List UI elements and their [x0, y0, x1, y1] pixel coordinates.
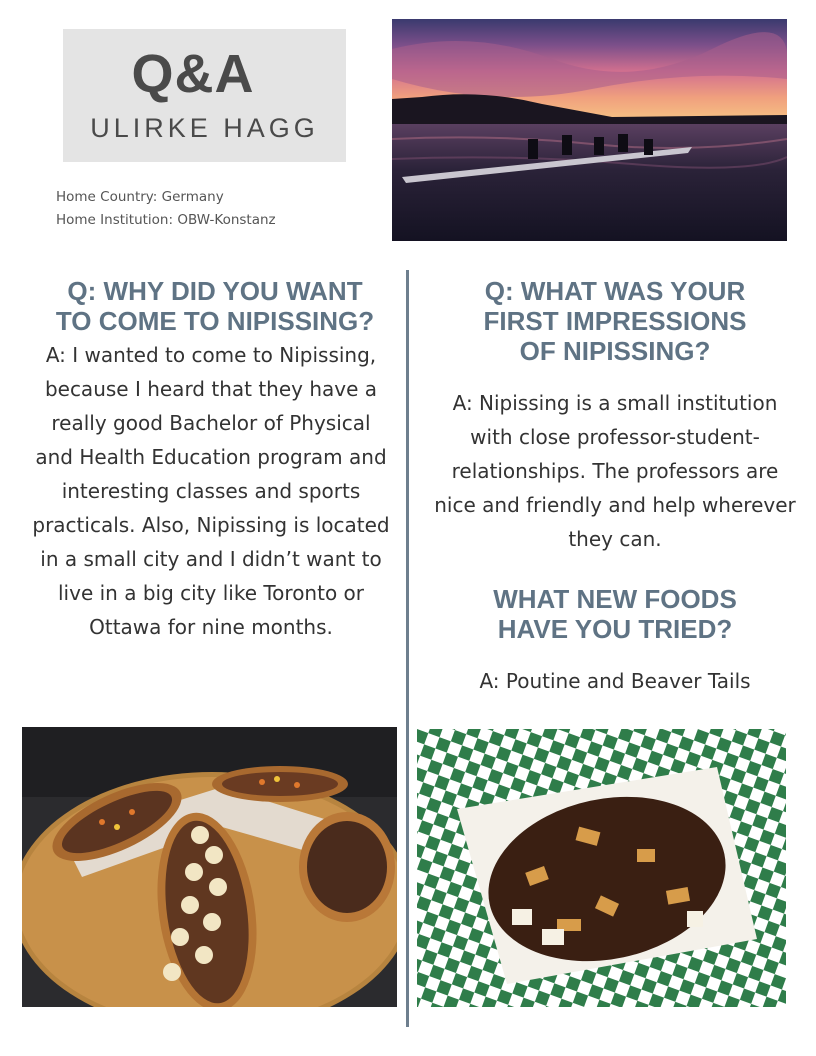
title-box [63, 29, 346, 162]
person-name: ULIRKE HAGG [90, 113, 319, 143]
question-new-foods: WHAT NEW FOODS HAVE YOU TRIED? [493, 584, 737, 644]
question-first-impressions: Q: WHAT WAS YOUR FIRST IMPRESSIONS OF NIPISSING? [483, 276, 747, 366]
qa-title: Q&A [131, 44, 255, 104]
column-divider [406, 270, 409, 1027]
poutine-photo [417, 729, 786, 1007]
answer-why-nipissing: A: I wanted to come to Nipissing, because I heard that they have a really good Bachelor of Physical and Health Education program and interesting classes and sports practicals. Also, Nipissing is located in a small city and I didn’t want to live in a big city like Toronto or Ottawa for nine months. [32, 343, 390, 639]
answer-first-impressions: A: Nipissing is a small institution with close professor-student-relationships. The professors are nice and friendly and help wherever they can. [434, 391, 796, 551]
question-why-nipissing: Q: WHY DID YOU WANT TO COME TO NIPISSING? [55, 276, 375, 336]
rowing-sunset-photo [392, 19, 787, 241]
beaver-tails-photo [22, 727, 397, 1007]
answer-new-foods: A: Poutine and Beaver Tails [479, 669, 751, 693]
home-country: Home Country: Germany [56, 189, 224, 205]
home-institution: Home Institution: OBW-Konstanz [56, 212, 276, 228]
